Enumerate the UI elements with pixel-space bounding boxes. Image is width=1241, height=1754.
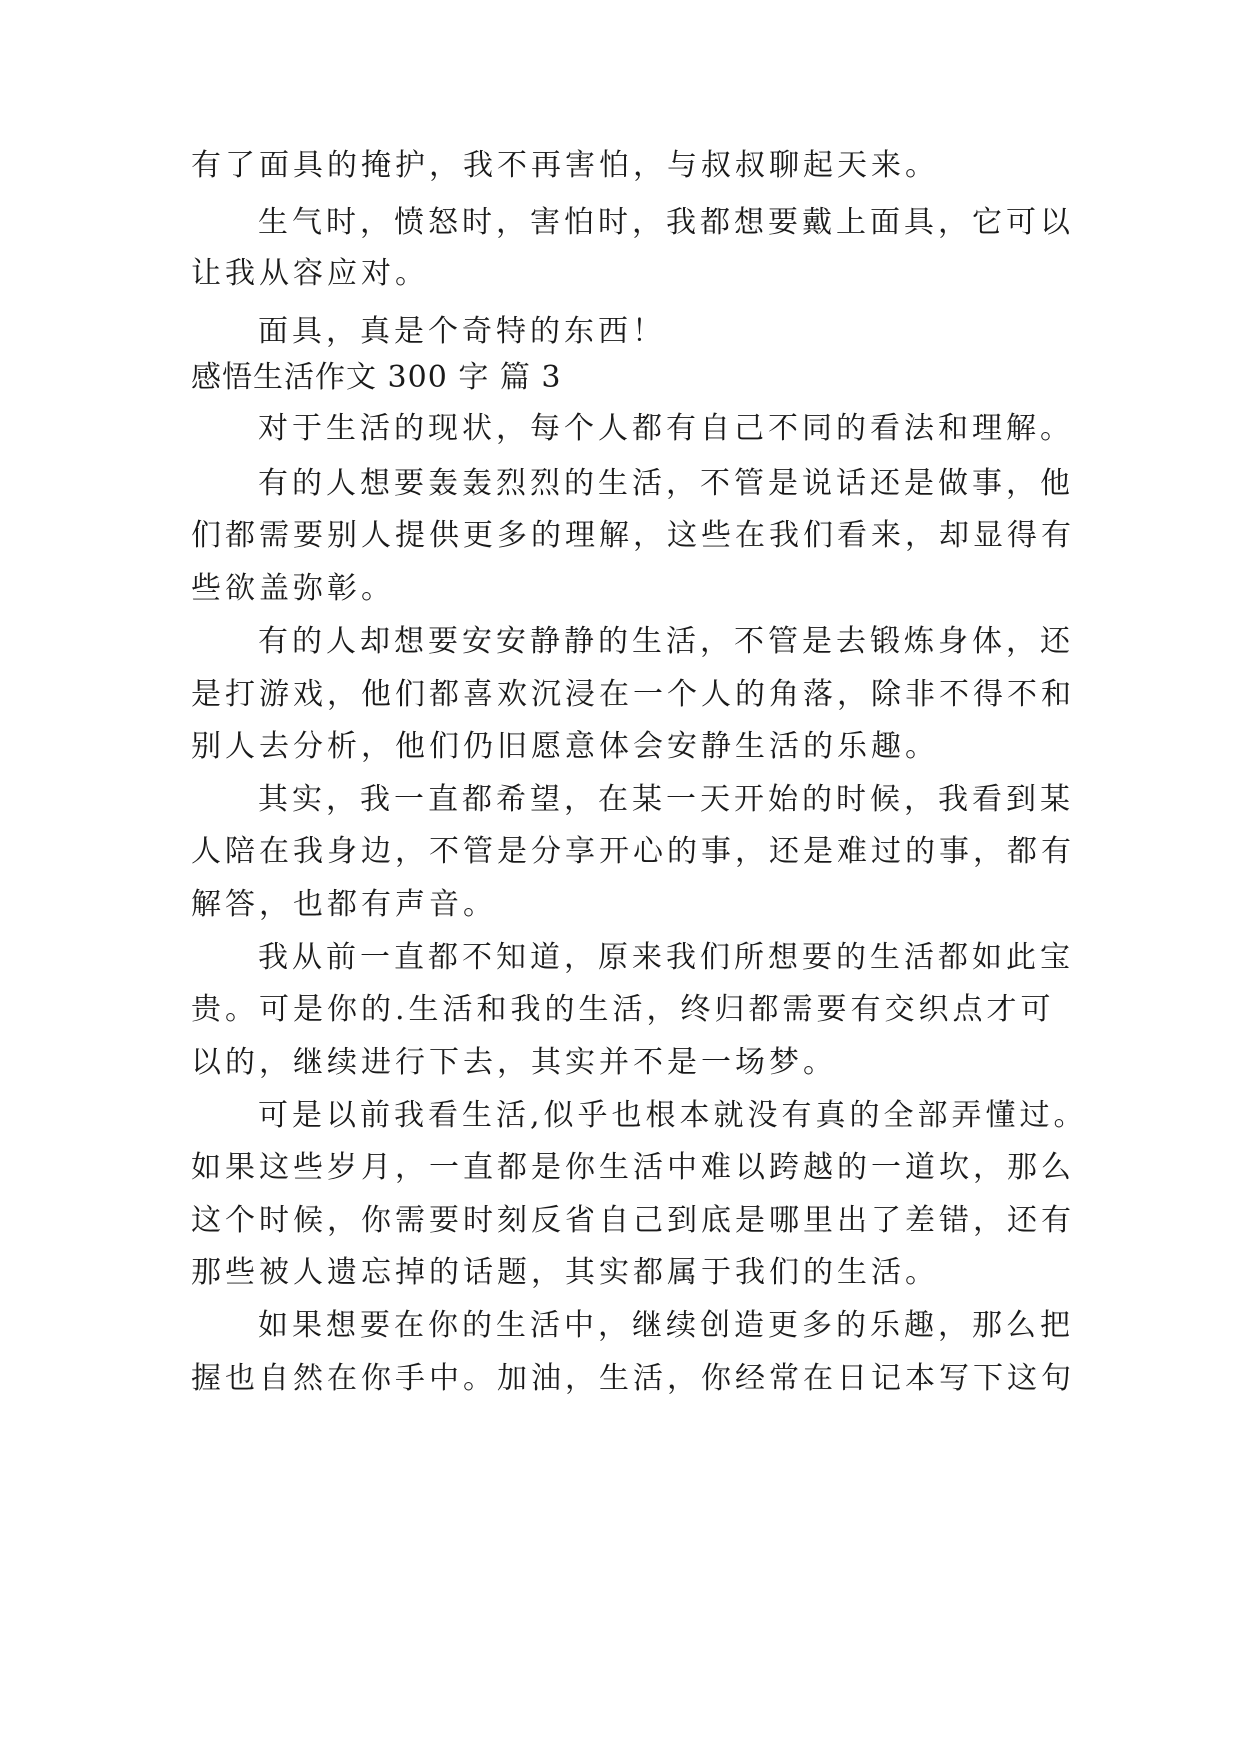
text-line: 如果这些岁月，一直都是你生活中难以跨越的一道坎，那么 xyxy=(191,1150,1075,1185)
paragraph-first-line: 面具，真是个奇特的东西！ xyxy=(258,314,666,349)
paragraph-first-line: 对于生活的现状，每个人都有自己不同的看法和理解。 xyxy=(258,411,1074,446)
paragraph-first-line: 有的人想要轰轰烈烈的生活，不管是说话还是做事，他 xyxy=(258,466,1074,501)
text-line: 别人去分析，他们仍旧愿意体会安静生活的乐趣。 xyxy=(191,729,939,764)
paragraph-first-line: 我从前一直都不知道，原来我们所想要的生活都如此宝 xyxy=(258,940,1074,975)
text-line: 些欲盖弥彰。 xyxy=(191,571,395,606)
text-line: 这个时候，你需要时刻反省自己到底是哪里出了差错，还有 xyxy=(191,1203,1075,1238)
paragraph-first-line: 如果想要在你的生活中，继续创造更多的乐趣，那么把 xyxy=(258,1308,1074,1343)
text-line: 解答，也都有声音。 xyxy=(191,887,497,922)
paragraph-first-line: 其实，我一直都希望，在某一天开始的时候，我看到某 xyxy=(258,782,1074,817)
paragraph-first-line: 有的人却想要安安静静的生活，不管是去锻炼身体，还 xyxy=(258,624,1074,659)
text-line: 人陪在我身边，不管是分享开心的事，还是难过的事，都有 xyxy=(191,834,1075,869)
text-line: 握也自然在你手中。加油，生活，你经常在日记本写下这句 xyxy=(191,1361,1075,1396)
text-line: 那些被人遗忘掉的话题，其实都属于我们的生活。 xyxy=(191,1255,939,1290)
paragraph-first-line: 可是以前我看生活,似乎也根本就没有真的全部弄懂过。 xyxy=(258,1098,1088,1133)
text-line: 们都需要别人提供更多的理解，这些在我们看来，却显得有 xyxy=(191,518,1075,553)
text-line: 贵。可是你的.生活和我的生活，终归都需要有交织点才可 xyxy=(191,992,1055,1027)
text-line: 是打游戏，他们都喜欢沉浸在一个人的角落，除非不得不和 xyxy=(191,677,1075,712)
section-heading: 感悟生活作文 300 字 篇 3 xyxy=(191,360,562,395)
text-line: 以的，继续进行下去，其实并不是一场梦。 xyxy=(191,1045,837,1080)
paragraph-first-line: 生气时，愤怒时，害怕时，我都想要戴上面具，它可以 xyxy=(258,205,1074,240)
text-line: 有了面具的掩护，我不再害怕，与叔叔聊起天来。 xyxy=(191,148,939,183)
text-line: 让我从容应对。 xyxy=(191,256,429,291)
